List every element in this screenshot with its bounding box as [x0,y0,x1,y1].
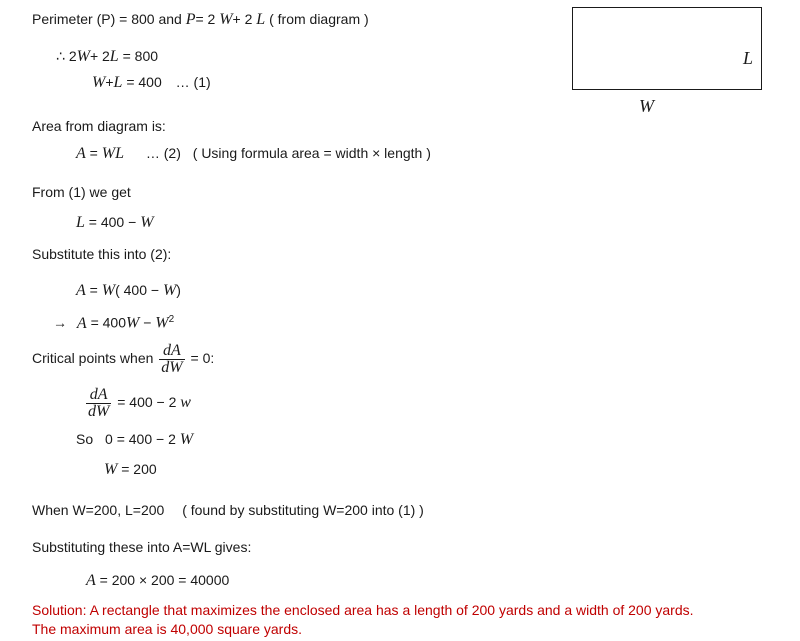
expanded-equation: → $A = 400W - W^2$ [53,314,175,332]
substituted-equation: A = W( 400 − W) [76,282,181,299]
l-equation: L = 400 − W [76,214,154,231]
width-label: W [639,96,654,116]
derivative-fraction: $\frac{dA}{dW}$ [88,385,110,420]
final-area-equation: A = 200 × 200 = 40000 [86,572,230,589]
length-label: L [743,48,754,68]
equation-2: A = WL … (2) ( Using formula area = width × length ) [76,145,431,162]
equation-1: W+L = 400 … (1) [92,74,211,91]
derivative-equation: $\frac{dA}{dW}$ = 400 − 2 w [88,385,191,420]
arrow-icon: → [53,314,67,331]
so-equation: So 0 = 400 − 2 W [76,431,194,448]
critical-points-line: Critical points when $\frac{dA}{dW}$ = 0: [32,341,215,376]
substituting-text: Substituting these into A=WL gives: [32,539,252,555]
fraction-dA-dW: $\frac{dA}{dW}$ [161,341,183,376]
when-line: When W=200, L=200 ( found by substituting W=200 into (1) ) [32,502,424,518]
solution-line-1: Solution: A rectangle that maximizes the enclosed area has a length of 200 yards and a width of 200 yards. [32,602,694,618]
perimeter-line: Perimeter (P) = 800 and P= 2 W+ 2 L ( from diagram ) [32,11,369,28]
perimeter-equation: ∴ 2W+ 2L = 800 [56,48,159,65]
substitute-text: Substitute this into (2): [32,246,172,262]
w-value: W = 200 [104,461,157,478]
area-heading: Area from diagram is: [32,118,166,134]
from-1-text: From (1) we get [32,184,131,200]
rectangle-diagram [572,7,762,90]
solution-line-2: The maximum area is 40,000 square yards. [32,621,303,637]
